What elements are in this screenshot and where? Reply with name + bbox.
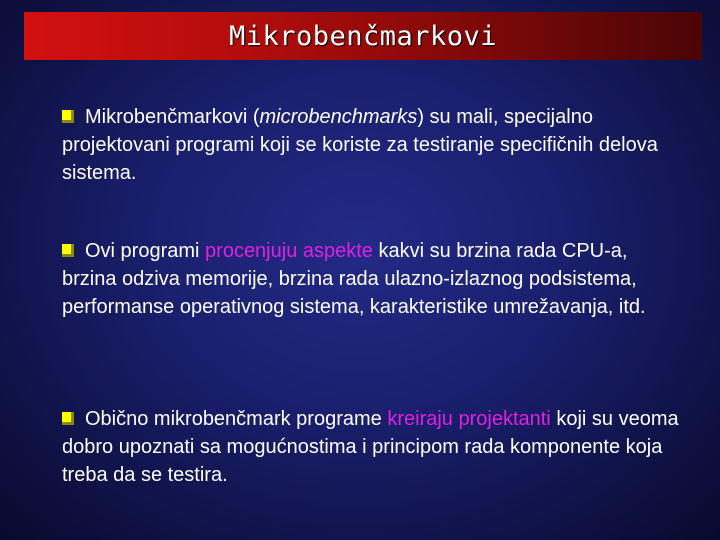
slide-title: Mikrobenčmarkovi bbox=[228, 20, 498, 52]
bullet-square-icon bbox=[62, 110, 74, 123]
bullet-text: Ovi programi bbox=[85, 240, 206, 262]
bullet-highlight-text: kreiraju projektanti bbox=[387, 408, 551, 430]
bullet-item bbox=[62, 405, 682, 489]
bullet-highlight-text: procenjuju aspekte bbox=[205, 240, 373, 262]
bullet-text: Obično mikrobenčmark programe bbox=[85, 408, 388, 430]
bullet-italic-text: microbenchmarks bbox=[259, 106, 418, 128]
bullet-text: Mikrobenčmarkovi ( bbox=[85, 106, 260, 128]
bullet-square-icon bbox=[62, 412, 74, 425]
bullet-item bbox=[62, 237, 682, 321]
bullet-square-icon bbox=[62, 244, 74, 257]
bullet-text: ) su mali, specijalno projektovani programi koji se koriste za testiranje specifičnih delova sistema. bbox=[62, 106, 658, 184]
title-bar bbox=[24, 12, 702, 60]
bullet-text: koji su veoma dobro upoznati sa mogućnostima i principom rada komponente koja treba da se testira. bbox=[62, 408, 679, 486]
bullet-item bbox=[62, 103, 682, 187]
bullet-text: kakvi su brzina rada CPU-a, brzina odziva memorije, brzina rada ulazno-izlaznog podsistema, performanse operativnog sistema, karakteristike umrežavanja, itd. bbox=[62, 240, 646, 318]
